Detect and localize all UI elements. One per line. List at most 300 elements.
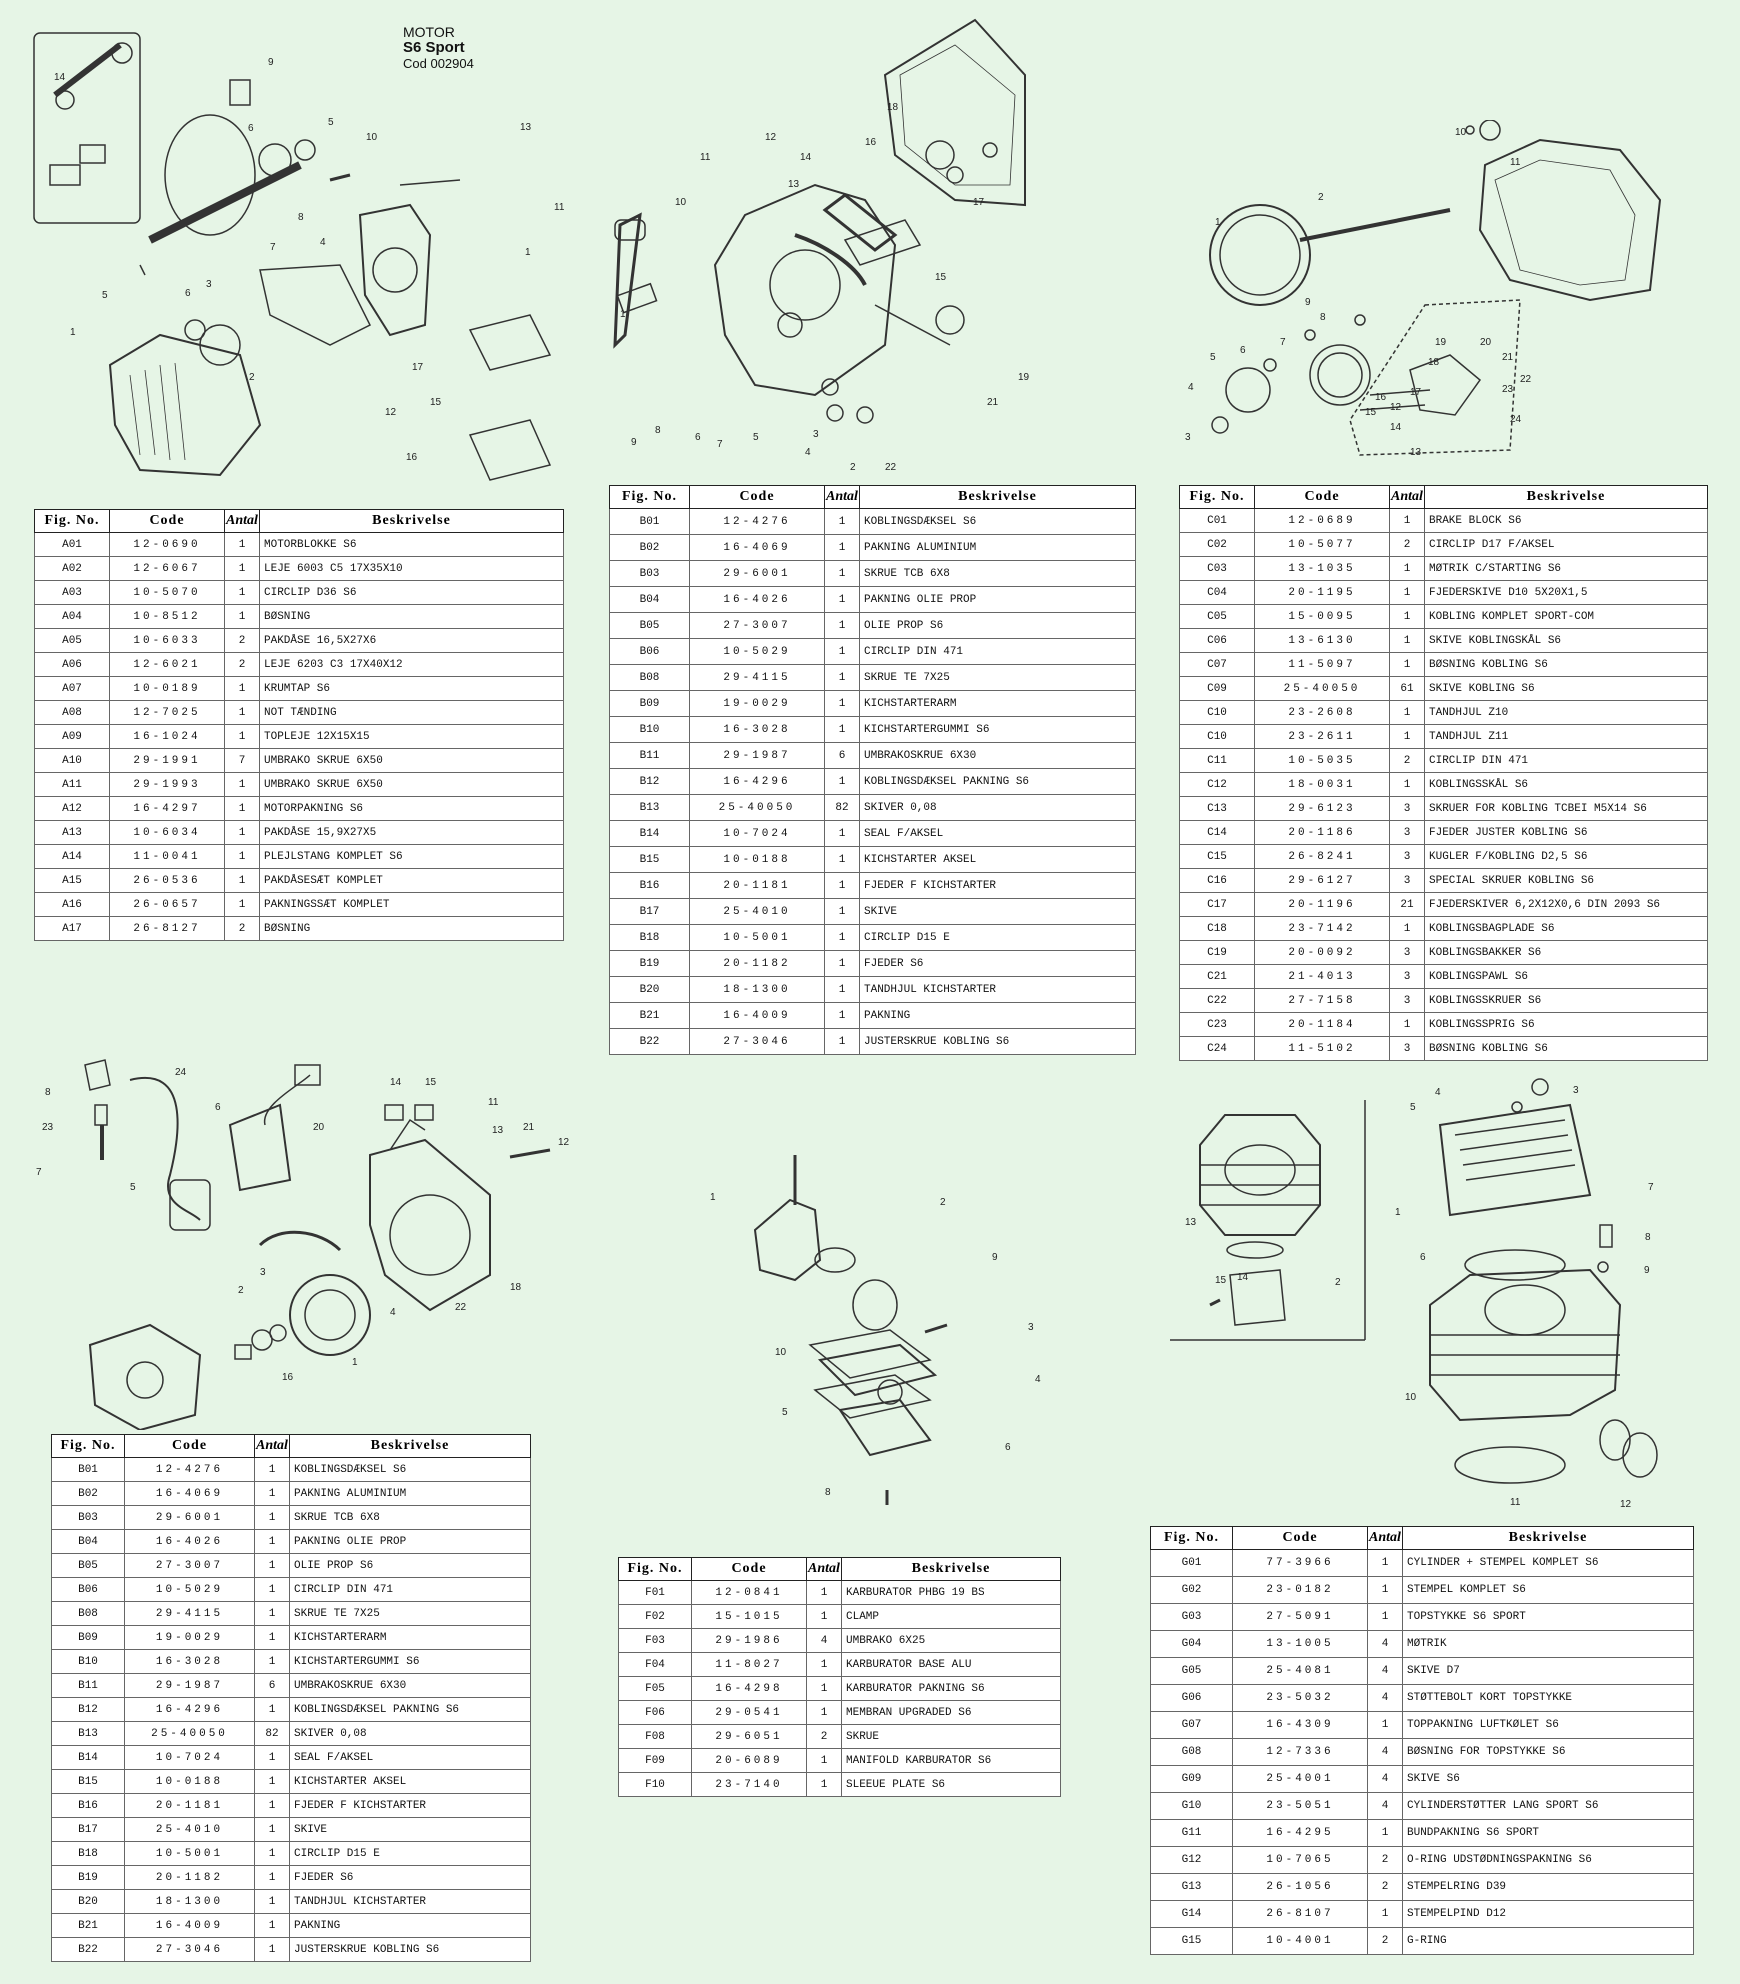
antal-cell: 1 bbox=[225, 533, 260, 557]
antal-cell: 1 bbox=[255, 1602, 290, 1626]
callout-label: 8 bbox=[655, 425, 661, 436]
callout-label: 11 bbox=[700, 152, 711, 163]
callout-label: 13 bbox=[492, 1125, 504, 1136]
description-cell: TOPLEJE 12X15X15 bbox=[260, 725, 564, 749]
code-cell: 29-6001 bbox=[690, 561, 825, 587]
table-row bbox=[1180, 773, 1708, 797]
table-row bbox=[610, 769, 1136, 795]
callout-label: 2 bbox=[1318, 192, 1324, 203]
fig-cell: A09 bbox=[35, 725, 110, 749]
antal-cell: 2 bbox=[225, 917, 260, 941]
antal-cell: 1 bbox=[825, 665, 860, 691]
table-row bbox=[35, 797, 564, 821]
antal-cell: 2 bbox=[1390, 749, 1425, 773]
description-cell: BØSNING KOBLING S6 bbox=[1425, 1037, 1708, 1061]
antal-cell: 82 bbox=[825, 795, 860, 821]
drawing-cylinder bbox=[1170, 1075, 1690, 1515]
table-row bbox=[35, 845, 564, 869]
fig-cell: A03 bbox=[35, 581, 110, 605]
code-cell: 29-4115 bbox=[690, 665, 825, 691]
fig-cell: A13 bbox=[35, 821, 110, 845]
description-cell: UMBRAKO 6X25 bbox=[842, 1629, 1061, 1653]
fig-cell: A01 bbox=[35, 533, 110, 557]
callout-label: 21 bbox=[987, 397, 999, 408]
antal-cell: 6 bbox=[825, 743, 860, 769]
code-cell: 20-1181 bbox=[690, 873, 825, 899]
callout-label: 13 bbox=[1410, 447, 1422, 458]
antal-cell: 3 bbox=[1390, 1037, 1425, 1061]
callout-label: 15 bbox=[935, 272, 947, 283]
antal-cell: 4 bbox=[1368, 1739, 1403, 1766]
table-row bbox=[1180, 821, 1708, 845]
antal-cell: 3 bbox=[1390, 797, 1425, 821]
fig-cell: G11 bbox=[1151, 1820, 1233, 1847]
code-cell: 27-3046 bbox=[690, 1029, 825, 1055]
callout-label: 20 bbox=[1480, 337, 1492, 348]
antal-cell: 4 bbox=[1368, 1766, 1403, 1793]
code-cell: 15-1015 bbox=[692, 1605, 807, 1629]
antal-cell: 1 bbox=[825, 899, 860, 925]
table-row bbox=[35, 701, 564, 725]
description-cell: LEJE 6203 C3 17X40X12 bbox=[260, 653, 564, 677]
fig-cell: F02 bbox=[619, 1605, 692, 1629]
description-cell: UMBRAKO SKRUE 6X50 bbox=[260, 773, 564, 797]
callouts-c bbox=[1180, 120, 1720, 465]
code-cell: 20-1182 bbox=[690, 951, 825, 977]
callout-label: 14 bbox=[1237, 1272, 1249, 1283]
antal-cell: 1 bbox=[825, 613, 860, 639]
description-cell: KOBLINGSBAKKER S6 bbox=[1425, 941, 1708, 965]
header-code: Cod 002904 bbox=[403, 56, 474, 71]
code-cell: 10-4001 bbox=[1233, 1928, 1368, 1955]
description-cell: KOBLINGSDÆKSEL PAKNING S6 bbox=[860, 769, 1136, 795]
fig-cell: G13 bbox=[1151, 1874, 1233, 1901]
table-row bbox=[1151, 1928, 1694, 1955]
antal-cell: 1 bbox=[255, 1458, 290, 1482]
callout-label: 16 bbox=[282, 1372, 294, 1383]
fig-cell: C18 bbox=[1180, 917, 1255, 941]
callout-label: 12 bbox=[1620, 1499, 1632, 1510]
fig-cell: A15 bbox=[35, 869, 110, 893]
callout-label: 22 bbox=[455, 1302, 467, 1313]
code-cell: 16-4298 bbox=[692, 1677, 807, 1701]
code-cell: 20-1195 bbox=[1255, 581, 1390, 605]
table-row bbox=[610, 847, 1136, 873]
fig-cell: B16 bbox=[610, 873, 690, 899]
fig-cell: C21 bbox=[1180, 965, 1255, 989]
code-cell: 20-1182 bbox=[125, 1866, 255, 1890]
fig-cell: B17 bbox=[610, 899, 690, 925]
code-cell: 26-8241 bbox=[1255, 845, 1390, 869]
code-cell: 11-5097 bbox=[1255, 653, 1390, 677]
fig-cell: B03 bbox=[52, 1506, 125, 1530]
antal-cell: 1 bbox=[825, 535, 860, 561]
code-cell: 16-1024 bbox=[110, 725, 225, 749]
code-cell: 10-0188 bbox=[125, 1770, 255, 1794]
col-fig: Fig. No. bbox=[610, 486, 690, 509]
fig-cell: C06 bbox=[1180, 629, 1255, 653]
antal-cell: 1 bbox=[1390, 605, 1425, 629]
antal-cell: 1 bbox=[255, 1842, 290, 1866]
code-cell: 29-1987 bbox=[690, 743, 825, 769]
fig-cell: G14 bbox=[1151, 1901, 1233, 1928]
description-cell: KOBLINGSSKRUER S6 bbox=[1425, 989, 1708, 1013]
callout-label: 3 bbox=[206, 279, 212, 290]
antal-cell: 1 bbox=[825, 561, 860, 587]
description-cell: CIRCLIP DIN 471 bbox=[290, 1578, 531, 1602]
table-row bbox=[1180, 869, 1708, 893]
table-row bbox=[35, 725, 564, 749]
callout-label: 5 bbox=[1210, 352, 1216, 363]
col-beskrivelse: Beskrivelse bbox=[290, 1435, 531, 1458]
code-cell: 12-4276 bbox=[125, 1458, 255, 1482]
drawing-clutch-assembly bbox=[1180, 120, 1720, 465]
callout-label: 24 bbox=[1510, 414, 1522, 425]
antal-cell: 1 bbox=[825, 873, 860, 899]
table-row bbox=[52, 1770, 531, 1794]
description-cell: FJEDER S6 bbox=[290, 1866, 531, 1890]
code-cell: 29-6127 bbox=[1255, 869, 1390, 893]
callout-label: 3 bbox=[813, 429, 819, 440]
callouts-g bbox=[1170, 1075, 1690, 1515]
code-cell: 29-6001 bbox=[125, 1506, 255, 1530]
callout-label: 5 bbox=[753, 432, 759, 443]
table-row bbox=[52, 1458, 531, 1482]
antal-cell: 2 bbox=[1368, 1874, 1403, 1901]
description-cell: SKRUE TE 7X25 bbox=[290, 1602, 531, 1626]
table-row bbox=[52, 1602, 531, 1626]
antal-cell: 1 bbox=[1390, 1013, 1425, 1037]
fig-cell: C19 bbox=[1180, 941, 1255, 965]
table-row bbox=[619, 1605, 1061, 1629]
table-row bbox=[610, 613, 1136, 639]
fig-cell: C03 bbox=[1180, 557, 1255, 581]
callout-label: 4 bbox=[1435, 1087, 1441, 1098]
callout-label: 9 bbox=[992, 1252, 998, 1263]
antal-cell: 3 bbox=[1390, 965, 1425, 989]
callout-label: 19 bbox=[1018, 372, 1030, 383]
description-cell: PAKNING ALUMINIUM bbox=[290, 1482, 531, 1506]
description-cell: SKIVE bbox=[860, 899, 1136, 925]
table-row bbox=[1151, 1766, 1694, 1793]
table-row bbox=[610, 639, 1136, 665]
code-cell: 23-7140 bbox=[692, 1773, 807, 1797]
code-cell: 10-6033 bbox=[110, 629, 225, 653]
callout-label: 18 bbox=[1428, 357, 1440, 368]
callout-label: 17 bbox=[1410, 387, 1422, 398]
fig-cell: C07 bbox=[1180, 653, 1255, 677]
code-cell: 18-0031 bbox=[1255, 773, 1390, 797]
parts-table-b bbox=[609, 485, 1136, 1055]
description-cell: PAKNINGSSÆT KOMPLET bbox=[260, 893, 564, 917]
antal-cell: 1 bbox=[825, 691, 860, 717]
table-row bbox=[52, 1938, 531, 1962]
description-cell: O-RING UDSTØDNINGSPAKNING S6 bbox=[1403, 1847, 1694, 1874]
table-row bbox=[619, 1773, 1061, 1797]
antal-cell: 1 bbox=[225, 797, 260, 821]
fig-cell: B21 bbox=[610, 1003, 690, 1029]
code-cell: 25-4001 bbox=[1233, 1766, 1368, 1793]
callout-label: 7 bbox=[36, 1167, 42, 1178]
fig-cell: C02 bbox=[1180, 533, 1255, 557]
callout-label: 4 bbox=[1035, 1374, 1041, 1385]
table-row bbox=[1151, 1631, 1694, 1658]
table-row bbox=[1151, 1874, 1694, 1901]
table-row bbox=[1151, 1550, 1694, 1577]
antal-cell: 1 bbox=[255, 1770, 290, 1794]
table-row bbox=[35, 749, 564, 773]
code-cell: 10-6034 bbox=[110, 821, 225, 845]
table-row bbox=[619, 1701, 1061, 1725]
antal-cell: 1 bbox=[1390, 917, 1425, 941]
table-row bbox=[1180, 701, 1708, 725]
fig-cell: B12 bbox=[52, 1698, 125, 1722]
fig-cell: B03 bbox=[610, 561, 690, 587]
table-row bbox=[52, 1506, 531, 1530]
description-cell: MOTORBLOKKE S6 bbox=[260, 533, 564, 557]
description-cell: KARBURATOR BASE ALU bbox=[842, 1653, 1061, 1677]
description-cell: SKIVER 0,08 bbox=[290, 1722, 531, 1746]
code-cell: 20-6089 bbox=[692, 1749, 807, 1773]
code-cell: 10-5077 bbox=[1255, 533, 1390, 557]
fig-cell: C23 bbox=[1180, 1013, 1255, 1037]
col-antal: Antal bbox=[1390, 486, 1425, 509]
fig-cell: B20 bbox=[52, 1890, 125, 1914]
fig-cell: B21 bbox=[52, 1914, 125, 1938]
description-cell: PAKDÅSE 15,9X27X5 bbox=[260, 821, 564, 845]
description-cell: KICHSTARTERGUMMI S6 bbox=[860, 717, 1136, 743]
callout-label: 3 bbox=[1185, 432, 1191, 443]
code-cell: 18-1300 bbox=[690, 977, 825, 1003]
table-row bbox=[1151, 1901, 1694, 1928]
callouts-f bbox=[700, 1150, 1060, 1510]
col-code: Code bbox=[110, 510, 225, 533]
callout-label: 1 bbox=[525, 247, 531, 258]
code-cell: 23-5051 bbox=[1233, 1793, 1368, 1820]
antal-cell: 1 bbox=[1368, 1604, 1403, 1631]
table-row bbox=[610, 925, 1136, 951]
code-cell: 27-3007 bbox=[125, 1554, 255, 1578]
antal-cell: 1 bbox=[255, 1746, 290, 1770]
callout-label: 4 bbox=[390, 1307, 396, 1318]
col-fig: Fig. No. bbox=[35, 510, 110, 533]
description-cell: TOPSTYKKE S6 SPORT bbox=[1403, 1604, 1694, 1631]
table-row bbox=[1151, 1577, 1694, 1604]
table-row bbox=[35, 605, 564, 629]
antal-cell: 4 bbox=[1368, 1793, 1403, 1820]
description-cell: UMBRAKOSKRUE 6X30 bbox=[860, 743, 1136, 769]
callout-label: 14 bbox=[1390, 422, 1402, 433]
fig-cell: C01 bbox=[1180, 509, 1255, 533]
description-cell: CLAMP bbox=[842, 1605, 1061, 1629]
description-cell: SKIVE KOBLINGSKÅL S6 bbox=[1425, 629, 1708, 653]
fig-cell: G12 bbox=[1151, 1847, 1233, 1874]
table-row bbox=[610, 535, 1136, 561]
table-row bbox=[1180, 965, 1708, 989]
callout-label: 5 bbox=[782, 1407, 788, 1418]
antal-cell: 2 bbox=[1368, 1928, 1403, 1955]
table-row bbox=[35, 533, 564, 557]
description-cell: BØSNING KOBLING S6 bbox=[1425, 653, 1708, 677]
table-row bbox=[52, 1650, 531, 1674]
callout-label: 5 bbox=[102, 290, 108, 301]
callout-label: 6 bbox=[215, 1102, 221, 1113]
code-cell: 10-5001 bbox=[125, 1842, 255, 1866]
callout-label: 24 bbox=[175, 1067, 187, 1078]
description-cell: FJEDERSKIVER 6,2X12X0,6 DIN 2093 S6 bbox=[1425, 893, 1708, 917]
table-row bbox=[1180, 797, 1708, 821]
fig-cell: B01 bbox=[52, 1458, 125, 1482]
fig-cell: B04 bbox=[610, 587, 690, 613]
description-cell: LEJE 6003 C5 17X35X10 bbox=[260, 557, 564, 581]
fig-cell: A17 bbox=[35, 917, 110, 941]
code-cell: 25-40050 bbox=[125, 1722, 255, 1746]
description-cell: FJEDER S6 bbox=[860, 951, 1136, 977]
table-row bbox=[1180, 581, 1708, 605]
fig-cell: B08 bbox=[52, 1602, 125, 1626]
code-cell: 16-4309 bbox=[1233, 1712, 1368, 1739]
code-cell: 16-4026 bbox=[690, 587, 825, 613]
description-cell: FJEDER F KICHSTARTER bbox=[860, 873, 1136, 899]
description-cell: KOBLINGSPAWL S6 bbox=[1425, 965, 1708, 989]
fig-cell: C10 bbox=[1180, 725, 1255, 749]
fig-cell: C11 bbox=[1180, 749, 1255, 773]
callout-label: 5 bbox=[130, 1182, 136, 1193]
description-cell: KOBLINGSDÆKSEL S6 bbox=[290, 1458, 531, 1482]
fig-cell: A10 bbox=[35, 749, 110, 773]
code-cell: 16-4009 bbox=[125, 1914, 255, 1938]
antal-cell: 1 bbox=[825, 769, 860, 795]
code-cell: 20-1184 bbox=[1255, 1013, 1390, 1037]
table-header-row bbox=[52, 1435, 531, 1458]
table-row bbox=[35, 629, 564, 653]
antal-cell: 1 bbox=[225, 605, 260, 629]
code-cell: 16-4295 bbox=[1233, 1820, 1368, 1847]
callout-label: 6 bbox=[1420, 1252, 1426, 1263]
code-cell: 16-4296 bbox=[125, 1698, 255, 1722]
code-cell: 20-1186 bbox=[1255, 821, 1390, 845]
table-row bbox=[610, 873, 1136, 899]
description-cell: KICHSTARTER AKSEL bbox=[860, 847, 1136, 873]
fig-cell: A12 bbox=[35, 797, 110, 821]
description-cell: SKRUE TE 7X25 bbox=[860, 665, 1136, 691]
fig-cell: G10 bbox=[1151, 1793, 1233, 1820]
callout-label: 12 bbox=[385, 407, 397, 418]
description-cell: KOBLINGSBAGPLADE S6 bbox=[1425, 917, 1708, 941]
antal-cell: 1 bbox=[255, 1482, 290, 1506]
callout-label: 2 bbox=[940, 1197, 946, 1208]
callout-label: 21 bbox=[523, 1122, 535, 1133]
col-beskrivelse: Beskrivelse bbox=[1425, 486, 1708, 509]
table-row bbox=[35, 869, 564, 893]
antal-cell: 1 bbox=[825, 639, 860, 665]
code-cell: 20-1196 bbox=[1255, 893, 1390, 917]
description-cell: TANDHJUL KICHSTARTER bbox=[290, 1890, 531, 1914]
code-cell: 10-0188 bbox=[690, 847, 825, 873]
code-cell: 16-4296 bbox=[690, 769, 825, 795]
table-row bbox=[1151, 1739, 1694, 1766]
callout-label: 4 bbox=[320, 237, 326, 248]
table-header-row bbox=[619, 1558, 1061, 1581]
description-cell: SKIVE D7 bbox=[1403, 1658, 1694, 1685]
col-code: Code bbox=[1233, 1527, 1368, 1550]
fig-cell: B22 bbox=[52, 1938, 125, 1962]
code-cell: 16-4026 bbox=[125, 1530, 255, 1554]
code-cell: 27-3046 bbox=[125, 1938, 255, 1962]
description-cell: SKRUE TCB 6X8 bbox=[860, 561, 1136, 587]
fig-cell: C24 bbox=[1180, 1037, 1255, 1061]
callout-label: 16 bbox=[406, 452, 418, 463]
antal-cell: 1 bbox=[255, 1626, 290, 1650]
code-cell: 18-1300 bbox=[125, 1890, 255, 1914]
table-row bbox=[610, 821, 1136, 847]
table-row bbox=[610, 1029, 1136, 1055]
table-row bbox=[35, 581, 564, 605]
description-cell: CYLINDER + STEMPEL KOMPLET S6 bbox=[1403, 1550, 1694, 1577]
description-cell: BUNDPAKNING S6 SPORT bbox=[1403, 1820, 1694, 1847]
callout-label: 18 bbox=[510, 1282, 522, 1293]
antal-cell: 61 bbox=[1390, 677, 1425, 701]
col-beskrivelse: Beskrivelse bbox=[842, 1558, 1061, 1581]
table-header-row bbox=[1151, 1527, 1694, 1550]
table-row bbox=[1180, 917, 1708, 941]
col-antal: Antal bbox=[807, 1558, 842, 1581]
code-cell: 10-5029 bbox=[690, 639, 825, 665]
antal-cell: 1 bbox=[1368, 1901, 1403, 1928]
description-cell: BRAKE BLOCK S6 bbox=[1425, 509, 1708, 533]
antal-cell: 21 bbox=[1390, 893, 1425, 917]
table-row bbox=[619, 1677, 1061, 1701]
table-row bbox=[610, 561, 1136, 587]
fig-cell: B05 bbox=[52, 1554, 125, 1578]
table-row bbox=[52, 1722, 531, 1746]
callout-label: 4 bbox=[1188, 382, 1194, 393]
fig-cell: B20 bbox=[610, 977, 690, 1003]
callout-label: 8 bbox=[45, 1087, 51, 1098]
description-cell: PAKNING bbox=[860, 1003, 1136, 1029]
callout-label: 19 bbox=[1435, 337, 1447, 348]
description-cell: MEMBRAN UPGRADED S6 bbox=[842, 1701, 1061, 1725]
description-cell: BØSNING FOR TOPSTYKKE S6 bbox=[1403, 1739, 1694, 1766]
antal-cell: 1 bbox=[255, 1506, 290, 1530]
code-cell: 12-7336 bbox=[1233, 1739, 1368, 1766]
fig-cell: G06 bbox=[1151, 1685, 1233, 1712]
description-cell: PAKNING OLIE PROP bbox=[860, 587, 1136, 613]
callout-label: 1 bbox=[1215, 217, 1221, 228]
code-cell: 29-4115 bbox=[125, 1602, 255, 1626]
description-cell: FJEDER JUSTER KOBLING S6 bbox=[1425, 821, 1708, 845]
callout-label: 15 bbox=[425, 1077, 437, 1088]
antal-cell: 1 bbox=[225, 725, 260, 749]
fig-cell: C16 bbox=[1180, 869, 1255, 893]
code-cell: 25-40050 bbox=[1255, 677, 1390, 701]
antal-cell: 1 bbox=[807, 1701, 842, 1725]
fig-cell: B02 bbox=[610, 535, 690, 561]
description-cell: JUSTERSKRUE KOBLING S6 bbox=[290, 1938, 531, 1962]
callout-label: 1 bbox=[1395, 1207, 1401, 1218]
antal-cell: 1 bbox=[825, 821, 860, 847]
fig-cell: B18 bbox=[52, 1842, 125, 1866]
antal-cell: 1 bbox=[825, 925, 860, 951]
parts-table-a bbox=[34, 509, 564, 941]
callout-label: 15 bbox=[1365, 407, 1377, 418]
code-cell: 11-8027 bbox=[692, 1653, 807, 1677]
table-row bbox=[619, 1725, 1061, 1749]
antal-cell: 82 bbox=[255, 1722, 290, 1746]
description-cell: FJEDERSKIVE D10 5X20X1,5 bbox=[1425, 581, 1708, 605]
code-cell: 29-6123 bbox=[1255, 797, 1390, 821]
col-code: Code bbox=[125, 1435, 255, 1458]
